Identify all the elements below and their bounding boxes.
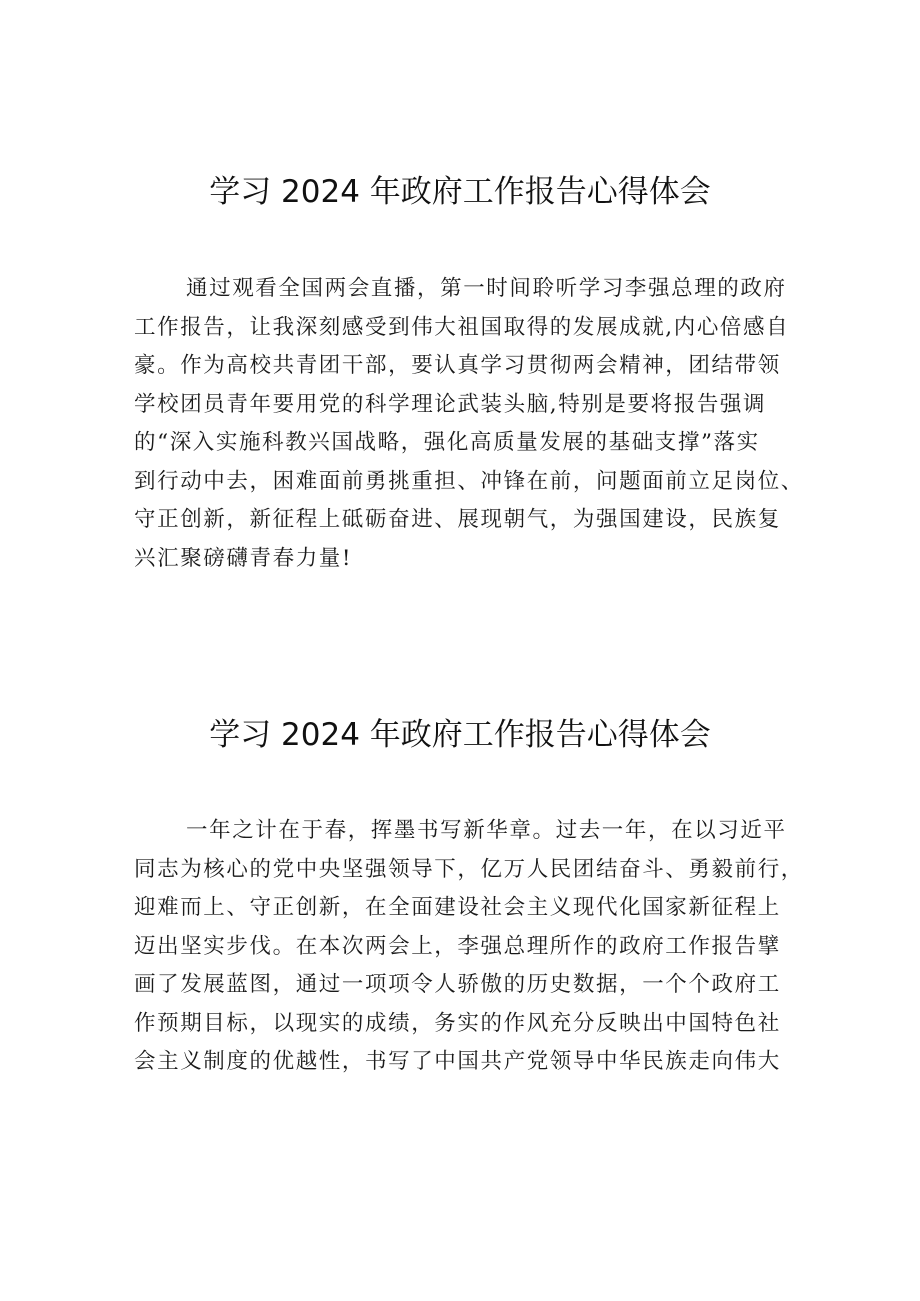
paragraph-line: 到行动中去，困难面前勇挑重担、冲锋在前，问题面前立足岗位、 bbox=[134, 468, 804, 494]
paragraph-line: 学校团员青年要用党的科学理论武装头脑,特别是要将报告强调 bbox=[134, 391, 767, 417]
paragraph-line: 迈出坚实步伐。在本次两会上，李强总理所作的政府工作报告擘 bbox=[134, 933, 781, 959]
section-1-title: 学习 2024 年政府工作报告心得体会 bbox=[209, 174, 711, 210]
section-2-body bbox=[134, 812, 824, 1082]
paragraph-line: 兴汇聚磅礴青春力量! bbox=[134, 545, 353, 571]
paragraph-line: 同志为核心的党中央坚强领导下，亿万人民团结奋斗、勇毅前行， bbox=[134, 856, 804, 882]
paragraph-line: 迎难而上、守正创新，在全面建设社会主义现代化国家新征程上 bbox=[134, 895, 781, 920]
paragraph-line: 画了发展蓝图，通过一项项令人骄傲的历史数据，一个个政府工 bbox=[134, 972, 781, 997]
paragraph-line: 作预期目标，以现实的成绩，务实的作风充分反映出中国特色社 bbox=[134, 1010, 781, 1036]
paragraph-line: 守正创新，新征程上砥砺奋进、展现朝气，为强国建设，民族复 bbox=[134, 507, 781, 532]
paragraph-line: 会主义制度的优越性，书写了中国共产党领导中华民族走向伟大 bbox=[134, 1049, 781, 1074]
paragraph-line: 通过观看全国两会直播，第一时间聆听学习李强总理的政府 bbox=[186, 276, 787, 301]
paragraph-line: 豪。作为高校共青团干部，要认真学习贯彻两会精神，团结带领 bbox=[134, 353, 781, 378]
paragraph-line: 一年之计在于春，挥墨书写新华章。过去一年，在以习近平 bbox=[186, 818, 787, 843]
section-2-title: 学习 2024 年政府工作报告心得体会 bbox=[209, 717, 711, 753]
paragraph-line: 的“深入实施科教兴国战略，强化高质量发展的基础支撑”落实 bbox=[134, 430, 760, 455]
paragraph-line: 工作报告，让我深刻感受到伟大祖国取得的发展成就,内心倍感自 bbox=[134, 314, 790, 340]
section-1-body bbox=[134, 270, 824, 578]
